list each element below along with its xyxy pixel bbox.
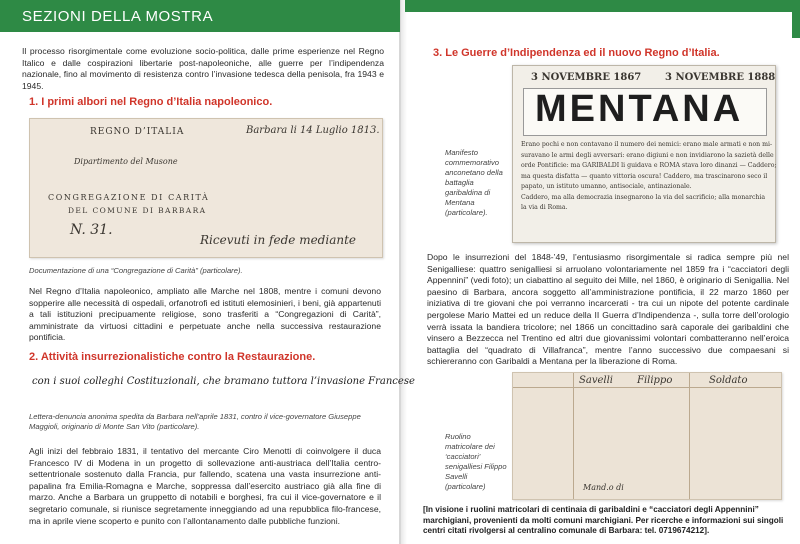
manifesto-line: Erano pochi e non contavano il numero dei nemici: erano male armati e non mi- — [521, 141, 773, 148]
section-header-title: SEZIONI DELLA MOSTRA — [22, 8, 214, 25]
ruolino-rule — [513, 387, 781, 388]
section-3-heading: 3. Le Guerre d’Indipendenza ed il nuovo Regno d’Italia. — [433, 47, 720, 59]
right-header-bar — [405, 0, 800, 12]
ruolino-name: Savelli — [579, 375, 613, 386]
paragraph-regno: Nel Regno d’Italia napoleonico, ampliato alle Marche nel 1808, mentre i comuni devono sopperire alle necessità di ospedali, orfanotrofi ed istituti elemosinieri, i beni, già appartenuti a tali istituzioni precipuamente religiose, sono trasferiti a “Congregazioni di Carità”, amministrate da virtuosi cittadini e perpetuate anche nella successiva restaurazione pontificia. — [29, 286, 381, 343]
manifesto-date-left: 3 NOVEMBRE 1867 — [531, 72, 642, 83]
manifesto-text — [521, 140, 777, 214]
manifesto-line: orde Pontificie: ma GARIBALDI li guidava e ROMA stava loro dinanzi — Caddero; — [521, 162, 777, 169]
caption-congregazione: Documentazione di una “Congregazione di Carità” (particolare). — [29, 266, 243, 275]
ruolino-column-line — [573, 373, 574, 499]
manifesto-line: la via di Roma. — [521, 204, 568, 211]
doc-dipartimento: Dipartimento del Musone — [74, 157, 178, 166]
ruolino-document-image — [512, 372, 782, 500]
manifesto-title: MENTANA — [535, 88, 744, 130]
doc-comune: DEL COMUNE DI BARBARA — [68, 206, 207, 215]
ruolino-note: Mand.o di — [583, 483, 624, 492]
doc-handwriting: Ricevuti in fede mediante — [200, 233, 357, 247]
section-2-heading: 2. Attività insurrezionalistiche contro la Restaurazione. — [29, 351, 316, 363]
doc-number: N. 31. — [70, 222, 113, 238]
section-1-heading: 1. I primi albori nel Regno d’Italia napoleonico. — [29, 96, 273, 108]
intro-paragraph: Il processo risorgimentale come evoluzione socio-politica, dalle prime esperienze nel Regno Italico e dalle cospirazioni libertarie post-napoleoniche, alle guerre per l’indipendenza nazionale, fino al movimento di resistenza contro l’invasione tedesca della penisola, fra 1943 e 1945. — [22, 46, 384, 91]
manifesto-line: suravano le armi degli avversari: erano digiuni e non invidiarono la sazietà delle — [521, 151, 774, 159]
caption-ruolino: Ruolino matricolare dei ‘cacciatori’ senigalliesi Filippo Savelli (particolare) — [445, 432, 507, 491]
ruolino-rank: Soldato — [709, 375, 748, 386]
paragraph-senigallia: Dopo le insurrezioni del 1848-’49, l’entusiasmo risorgimentale si radica sempre più nel Senigalliese: quattro senigalliesi si arruolano volontariamente nel 1859 fra i “cacciatori degli Appennini” (vedi foto); un ciabattino al seguito dei Mille, nel 1860, è originario di Senigallia. Nel paesino di Barbara, ancora soggetto all’amministrazione pontificia, il 22 marzo 1860 per iniziativa di tre giovani che poi verranno incarcerati - tra cui un nipote del potente cardinale pergolese Mario Mattei ed un reduce della II Guerra d’Indipendenza -, sulla torre dell’orologio verrà issata la bandiera tricolore; nel 1866 un concittadino sarà caporale dei garibaldini che vinsero a Bezzecca nel Trentino ed altri due giovanissimi volontari combatteranno nell’eroica battaglia del “quadrato di Villafranca”, mentre l’anno successivo due compaesani si schiereranno con Garibaldi a Mentana per la liberazione di Roma. — [427, 252, 789, 367]
info-box: [In visione i ruolini matricolari di centinaia di garibaldini e “cacciatori degli Appennini” marchigiani, provenienti da molti comuni marchigiani. Per ricerche e informazioni sui singoli centri citati rivolgersi al centralino comunale di Barbara: tel. 0719674212]. — [423, 505, 784, 536]
doc-date: Barbara li 14 Luglio 1813. — [246, 125, 380, 136]
manifesto-date-right: 3 NOVEMBRE 1888 — [665, 72, 776, 83]
manifesto-line: papato, un istituto umanno, antisociale, antinazionale. — [521, 183, 692, 190]
manifesto-line: ma questa disfatta — quanto vittoria oscura! Caddero, ma trascinarono seco il — [521, 172, 768, 180]
anonymous-letter-line: con i suoi colleghi Costituzionali, che bramano tuttora l’invasione Francese — [32, 376, 415, 387]
mentana-manifesto-image — [512, 65, 776, 243]
congregazione-document-image — [29, 118, 383, 258]
manifesto-line: Caddero, ma alla democrazia insegnarono la via del sacrificio; alla monarchia — [521, 193, 766, 201]
doc-regno-line: REGNO D’ITALIA — [90, 127, 185, 137]
paragraph-menotti: Agli inizi del febbraio 1831, il tentativo del mercante Ciro Menotti di coinvolgere il duca Francesco IV di Modena in un progetto di sollevazione anti-austriaca dell’Italia centro-settentrionale sostenuto dalla Francia, pur fallendo, scatena una vasta insurrezione anti-papalina fra Emilia-Romagna e Marche, soppressa dall’esercito austriaco già alla fine di marzo. Anche a Barbara un gruppetto di notabili e borghesi, fra cui il vice-governatore e il segretario comunale, si riunisce segretamente inneggiando ad una repubblica filo-francese, ma in aprile viene scoperto e punito con l’allontanamento dalle pubbliche funzioni. — [29, 446, 381, 526]
caption-letter: Lettera-denuncia anonima spedita da Barbara nell’aprile 1831, contro il vice-governatore Giuseppe Maggioli, originario di Monte San Vito (particolare). — [29, 412, 361, 431]
ruolino-column-line — [689, 373, 690, 499]
caption-manifesto: Manifesto commemorativo anconetano della battaglia garibaldina di Mentana (particolare). — [445, 148, 503, 217]
section-header-bar — [0, 0, 400, 32]
ruolino-firstname: Filippo — [637, 375, 673, 386]
gutter-shadow — [401, 0, 407, 544]
doc-congregazione: CONGREGAZIONE DI CARITÀ — [48, 193, 210, 202]
right-header-tab — [792, 12, 800, 38]
